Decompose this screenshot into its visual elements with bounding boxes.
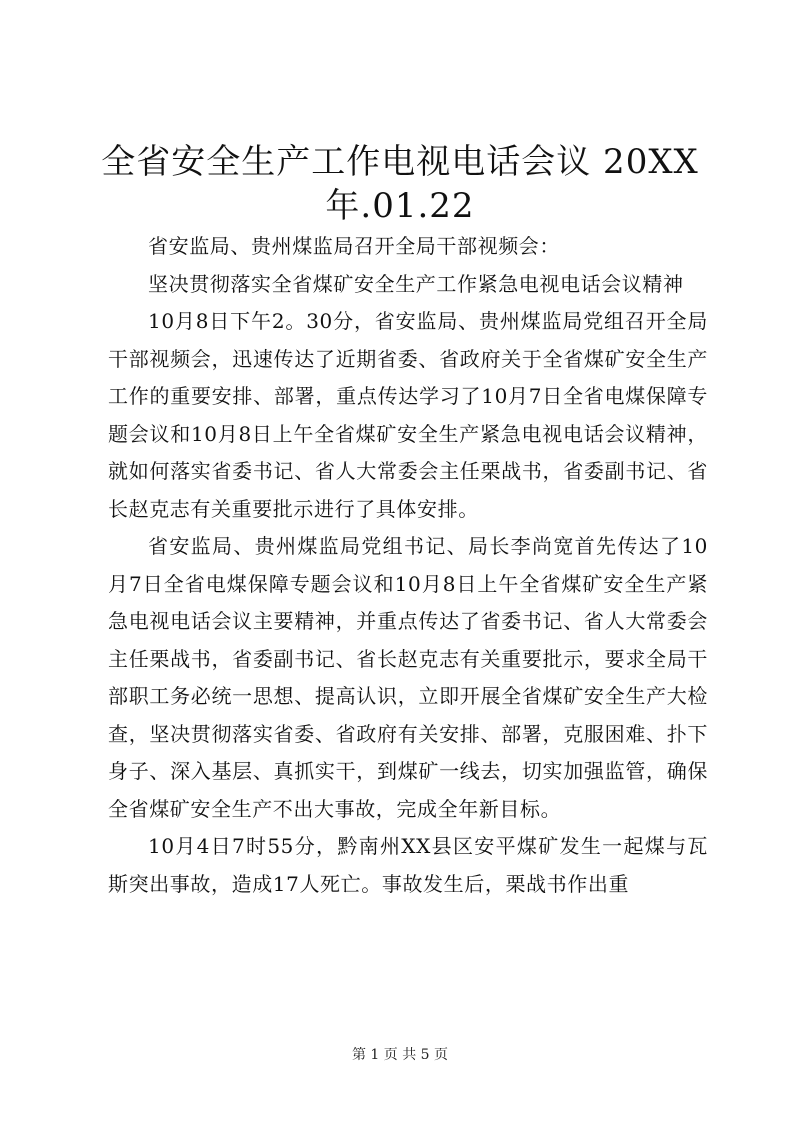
paragraph: 省安监局、贵州煤监局党组书记、局长李尚宽首先传达了10月7日全省电煤保障专题会议和10月8日上午全省煤矿安全生产紧急电视电话会议主要精神，并重点传达了省委书记、省人大常委会主任栗战书，省委副书记、省长赵克志有关重要批示，要求全局干部职工务必统一思想、提高认识，立即开展全省煤矿安全生产大检查，坚决贯彻落实省委、省政府有关安排、部署，克服困难、扑下身子、深入基层、真抓实干，到煤矿一线去，切实加强监管，确保全省煤矿安全生产不出大事故，完成全年新目标。 — [108, 534, 708, 821]
paragraph: 省安监局、贵州煤监局召开全局干部视频会： — [148, 234, 560, 258]
title-line-2: 年.01.22 — [325, 186, 475, 226]
paragraph: 10月4日7时55分，黔南州XX县区安平煤矿发生一起煤与瓦斯突出事故，造成17人死亡。事故发生后，栗战书作出重 — [108, 834, 708, 896]
document-title — [100, 140, 700, 228]
paragraph: 坚决贯彻落实全省煤矿安全生产工作紧急电视电话会议精神 — [148, 271, 684, 296]
title-line-1: 全省安全生产工作电视电话会议 20XX — [101, 142, 699, 182]
paragraph: 10月8日下午2。30分，省安监局、贵州煤监局党组召开全局干部视频会，迅速传达了近期省委、省政府关于全省煤矿安全生产工作的重要安排、部署，重点传达学习了10月7日全省电煤保障专题会议和10月8日上午全省煤矿安全生产紧急电视电话会议精神，就如何落实省委书记、省人大常委会主任栗战书，省委副书记、省长赵克志有关重要批示进行了具体安排。 — [108, 309, 708, 521]
document-body — [108, 228, 708, 903]
page-footer: 第 1 页 共 5 页 — [351, 1047, 449, 1063]
